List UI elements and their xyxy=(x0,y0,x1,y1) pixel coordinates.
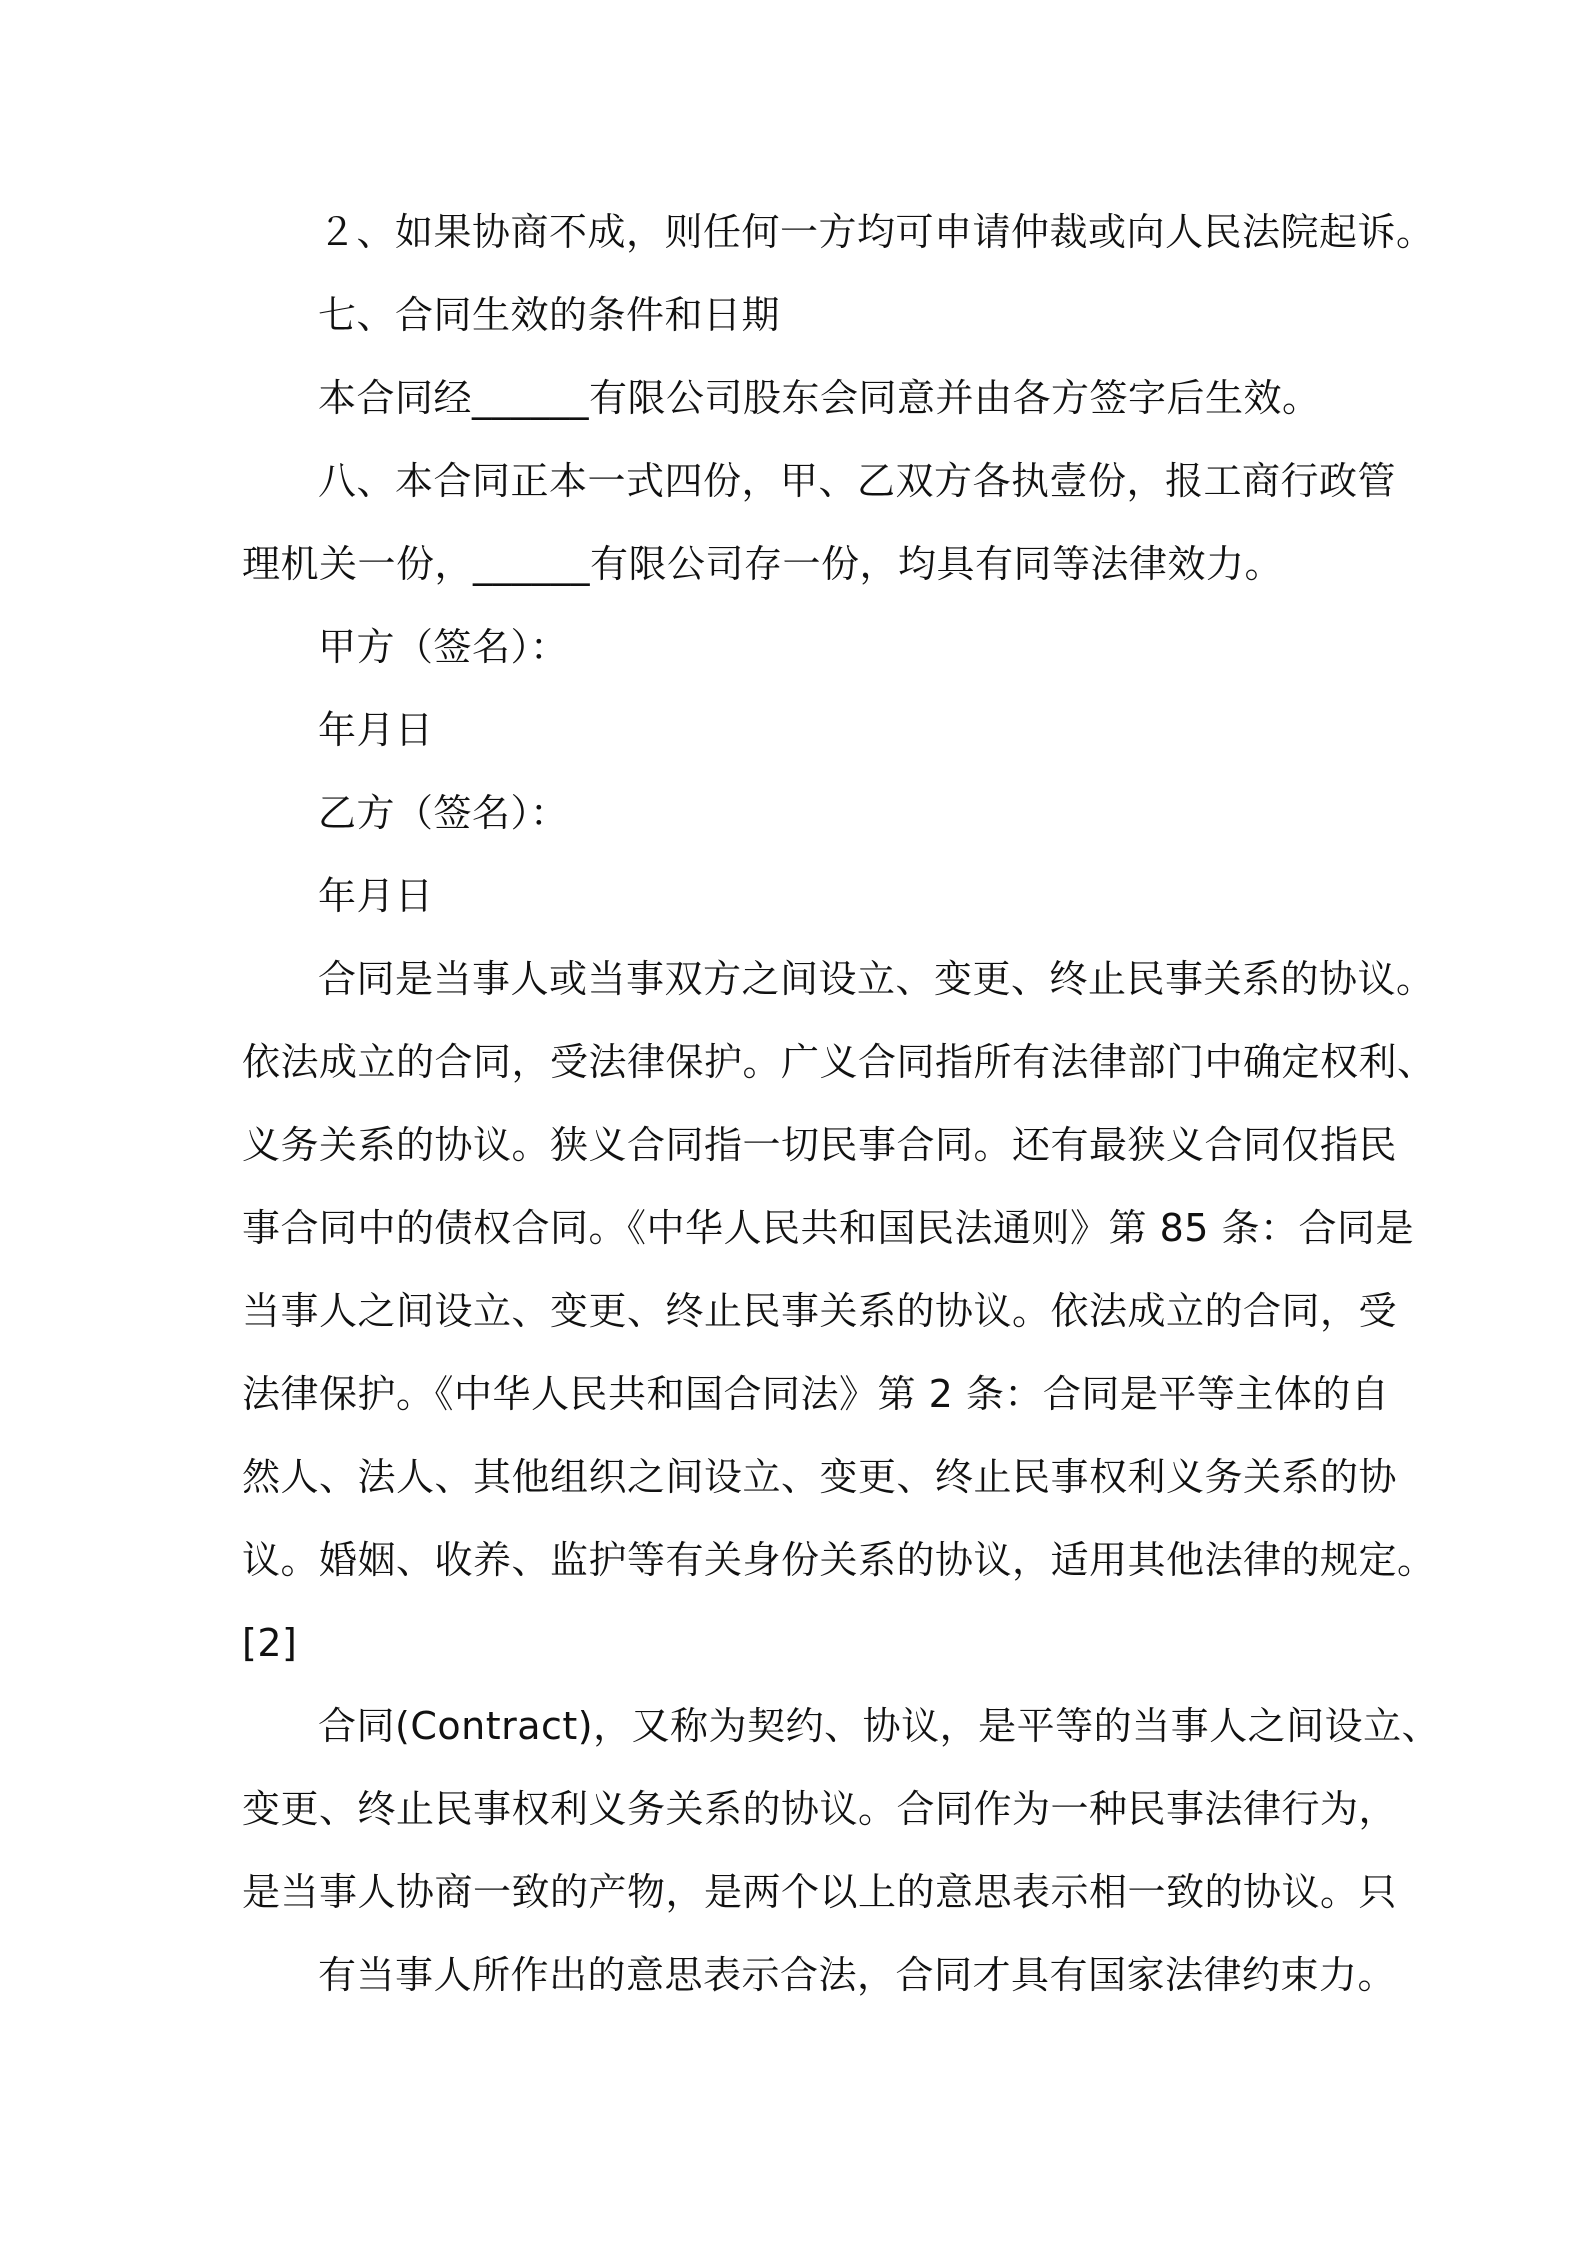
party-a-signature: 甲方（签名）： xyxy=(318,625,569,669)
contract-paragraph-line-1: 合同(Contract)，又称为契约、协议，是平等的当事人之间设立、 xyxy=(318,1704,1441,1748)
contract-paragraph-line-3: 是当事人协商一致的产物，是两个以上的意思表示相一致的协议。只 xyxy=(242,1870,1398,1914)
definition-paragraph-line-4: 事合同中的债权合同。《中华人民共和国民法通则》第 85 条：合同是 xyxy=(242,1206,1415,1250)
clause-6-2: ２、如果协商不成，则任何一方均可申请仲裁或向人民法院起诉。 xyxy=(318,210,1435,254)
definition-paragraph-line-5: 当事人之间设立、变更、终止民事关系的协议。依法成立的合同，受 xyxy=(242,1289,1398,1333)
definition-paragraph-line-6: 法律保护。《中华人民共和国合同法》第 2 条：合同是平等主体的自 xyxy=(242,1372,1390,1416)
section-8-line-1: 八、本合同正本一式四份，甲、乙双方各执壹份，报工商行政管 xyxy=(318,459,1397,503)
definition-paragraph-line-2: 依法成立的合同，受法律保护。广义合同指所有法律部门中确定权利、 xyxy=(242,1040,1436,1084)
section-7-heading: 七、合同生效的条件和日期 xyxy=(318,293,781,337)
definition-paragraph-line-7: 然人、法人、其他组织之间设立、变更、终止民事权利义务关系的协 xyxy=(242,1455,1398,1499)
party-a-date: 年月日 xyxy=(318,708,434,752)
section-7-body: 本合同经______有限公司股东会同意并由各方签字后生效。 xyxy=(318,376,1321,420)
contract-paragraph-line-4: 有当事人所作出的意思表示合法，合同才具有国家法律约束力。 xyxy=(318,1953,1397,1997)
party-b-signature: 乙方（签名）： xyxy=(318,791,569,835)
definition-paragraph-line-1: 合同是当事人或当事双方之间设立、变更、终止民事关系的协议。 xyxy=(318,957,1435,1001)
party-b-date: 年月日 xyxy=(318,874,434,918)
citation-marker: [2] xyxy=(242,1621,298,1665)
contract-paragraph-line-2: 变更、终止民事权利义务关系的协议。合同作为一种民事法律行为， xyxy=(242,1787,1398,1831)
definition-paragraph-line-8: 议。婚姻、收养、监护等有关身份关系的协议，适用其他法律的规定。 xyxy=(242,1538,1436,1582)
definition-paragraph-line-3: 义务关系的协议。狭义合同指一切民事合同。还有最狭义合同仅指民 xyxy=(242,1123,1398,1167)
section-8-line-2: 理机关一份，______有限公司存一份，均具有同等法律效力。 xyxy=(242,542,1284,586)
